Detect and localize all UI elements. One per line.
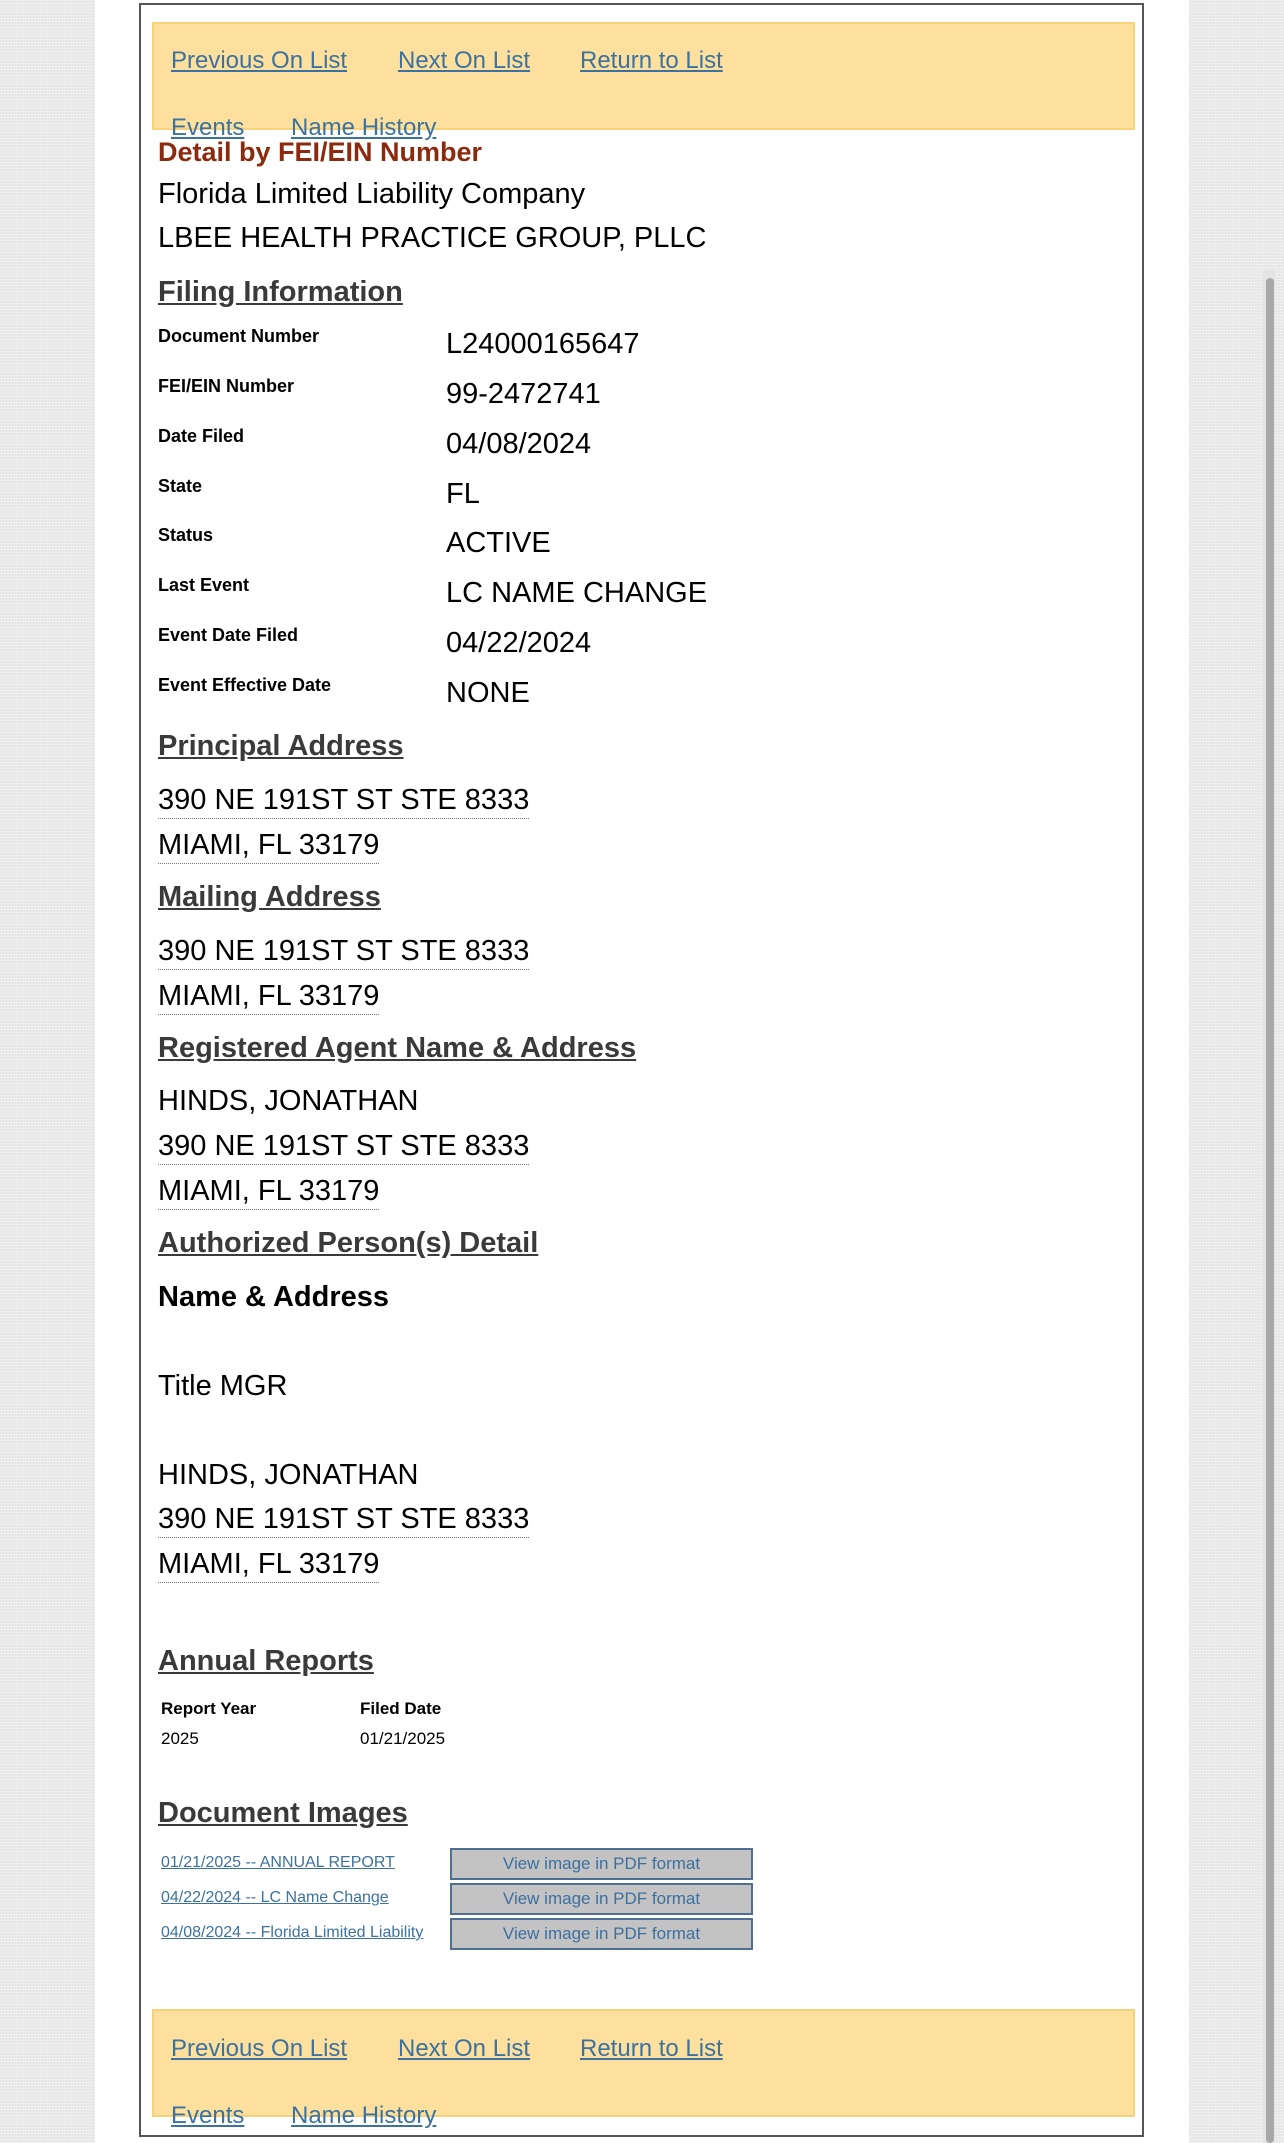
principal-address-line2[interactable]: MIAMI, FL 33179 bbox=[158, 829, 379, 864]
state-label: State bbox=[158, 476, 203, 496]
annual-report-filed-date: 01/21/2025 bbox=[360, 1729, 446, 1748]
view-pdf-button[interactable]: View image in PDF format bbox=[450, 1848, 753, 1880]
return-to-list-link[interactable]: Return to List bbox=[580, 47, 723, 74]
last-event-value: LC NAME CHANGE bbox=[446, 577, 708, 609]
name-address-subheading: Name & Address bbox=[158, 1281, 390, 1313]
next-on-list-link[interactable]: Next On List bbox=[398, 2035, 531, 2062]
view-pdf-button[interactable]: View image in PDF format bbox=[450, 1883, 753, 1915]
name-history-link[interactable]: Name History bbox=[291, 114, 437, 141]
date-filed-label: Date Filed bbox=[158, 426, 245, 446]
entity-name: LBEE HEALTH PRACTICE GROUP, PLLC bbox=[158, 222, 707, 254]
report-year-column-header: Report Year bbox=[161, 1699, 257, 1718]
authorized-person-name: HINDS, JONATHAN bbox=[158, 1459, 419, 1491]
registered-agent-name: HINDS, JONATHAN bbox=[158, 1085, 419, 1117]
detail-heading: Detail by FEI/EIN Number bbox=[158, 137, 483, 167]
top-navigation-bar bbox=[152, 22, 1135, 141]
status-value: ACTIVE bbox=[446, 527, 551, 559]
annual-reports-heading: Annual Reports bbox=[158, 1645, 374, 1677]
events-link[interactable]: Events bbox=[171, 2102, 245, 2129]
filing-information-heading: Filing Information bbox=[158, 276, 403, 308]
page-background-left bbox=[0, 0, 95, 2143]
authorized-person-address-line2[interactable]: MIAMI, FL 33179 bbox=[158, 1548, 379, 1583]
name-history-link[interactable]: Name History bbox=[291, 2102, 437, 2129]
fei-ein-number-label: FEI/EIN Number bbox=[158, 376, 295, 396]
return-to-list-link[interactable]: Return to List bbox=[580, 2035, 723, 2062]
view-pdf-button[interactable]: View image in PDF format bbox=[450, 1918, 753, 1950]
next-on-list-link[interactable]: Next On List bbox=[398, 47, 531, 74]
events-link[interactable]: Events bbox=[171, 114, 245, 141]
registered-agent-address-line1[interactable]: 390 NE 191ST ST STE 8333 bbox=[158, 1130, 529, 1165]
authorized-persons-heading: Authorized Person(s) Detail bbox=[158, 1227, 539, 1259]
fei-ein-number-value: 99-2472741 bbox=[446, 378, 601, 410]
principal-address-heading: Principal Address bbox=[158, 730, 404, 762]
document-image-link[interactable]: 04/22/2024 -- LC Name Change bbox=[161, 1889, 389, 1906]
status-label: Status bbox=[158, 525, 214, 545]
event-date-filed-label: Event Date Filed bbox=[158, 625, 299, 645]
authorized-person-title: Title MGR bbox=[158, 1370, 288, 1402]
principal-address-line1[interactable]: 390 NE 191ST ST STE 8333 bbox=[158, 784, 529, 819]
document-image-link[interactable]: 04/08/2024 -- Florida Limited Liability bbox=[161, 1924, 424, 1941]
event-effective-date-label: Event Effective Date bbox=[158, 675, 332, 695]
document-images-heading: Document Images bbox=[158, 1797, 408, 1829]
filed-date-column-header: Filed Date bbox=[360, 1699, 442, 1718]
authorized-person-address-line1[interactable]: 390 NE 191ST ST STE 8333 bbox=[158, 1503, 529, 1538]
event-date-filed-value: 04/22/2024 bbox=[446, 627, 592, 659]
mailing-address-line1[interactable]: 390 NE 191ST ST STE 8333 bbox=[158, 935, 529, 970]
mailing-address-heading: Mailing Address bbox=[158, 881, 381, 913]
document-number-label: Document Number bbox=[158, 326, 320, 346]
last-event-label: Last Event bbox=[158, 575, 250, 595]
state-value: FL bbox=[446, 478, 480, 510]
mailing-address-line2[interactable]: MIAMI, FL 33179 bbox=[158, 980, 379, 1015]
scrollbar-thumb[interactable] bbox=[1266, 278, 1274, 2143]
registered-agent-heading: Registered Agent Name & Address bbox=[158, 1032, 637, 1064]
document-number-value: L24000165647 bbox=[446, 328, 640, 360]
document-image-link[interactable]: 01/21/2025 -- ANNUAL REPORT bbox=[161, 1854, 395, 1871]
previous-on-list-link[interactable]: Previous On List bbox=[171, 47, 348, 74]
entity-type: Florida Limited Liability Company bbox=[158, 178, 586, 210]
date-filed-value: 04/08/2024 bbox=[446, 428, 592, 460]
previous-on-list-link[interactable]: Previous On List bbox=[171, 2035, 348, 2062]
registered-agent-address-line2[interactable]: MIAMI, FL 33179 bbox=[158, 1175, 379, 1210]
bottom-navigation-bar bbox=[152, 2009, 1135, 2129]
annual-report-year: 2025 bbox=[161, 1729, 199, 1748]
event-effective-date-value: NONE bbox=[446, 677, 530, 709]
